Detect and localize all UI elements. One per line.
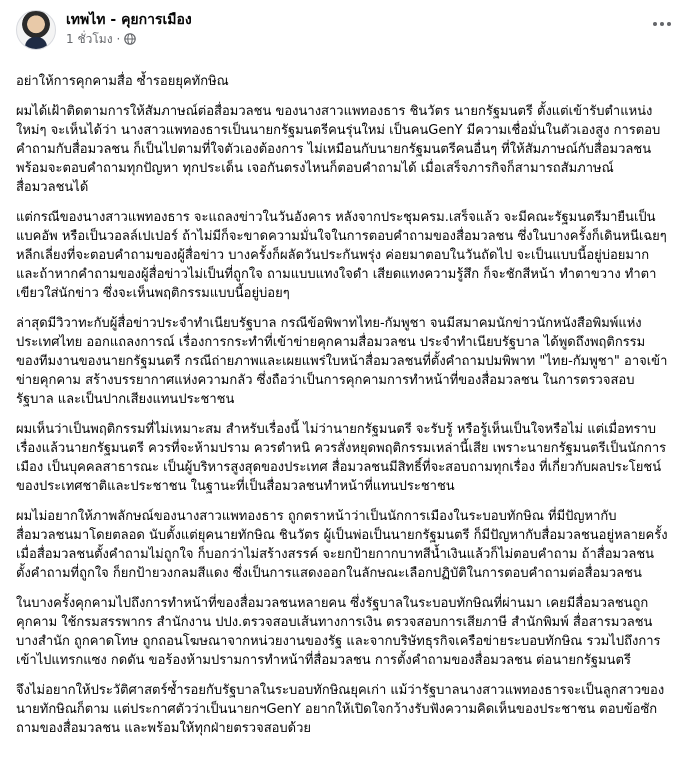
post-header <box>16 10 678 58</box>
post-paragraph: ในบางครั้งคุกคามไปถึงการทำหน้าที่ของสื่อมวลชนหลายคน ซึ่งรัฐบาลในระบอบทักษิณที่ผ่านมา เคยมีสื่อมวลชนถูกคุกคาม ใช้กรมสรรพากร สำนักงาน ปปง.ตรวจสอบเส้นทางการเงิน ตรวจสอบการเสียภาษี สำนักพิมพ์ สื่อสารมวลชนบางสำนัก ถูกคาดโทษ ถูกถอนโฆษณาจากหน่วยงานของรัฐ และจากบริษัทธุรกิจเครือข่ายระบอบทักษิณ รวมไปถึงการเข้าไปแทรกแซง กดดัน ขอร้องห้ามปรามการทำหน้าที่สื่อมวลชน การตั้งคำถามของสื่อมวลชน ต่อนายกรัฐมนตรี <box>16 596 661 668</box>
more-options-icon[interactable] <box>648 14 676 34</box>
post-paragraph: ผมไม่อยากให้ภาพลักษณ์ของนางสาวแพทองธาร ถูกตราหน้าว่าเป็นนักการเมืองในระบอบทักษิณ ที่มีปัญหากับสื่อมวลชนมาโดยตลอด นับตั้งแต่ยุคนายทักษิณ ชินวัตร ผู้เป็นพ่อเป็นนายกรัฐมนตรี ก็มีปัญหากับสื่อมวลชนอยู่หลายครั้ง เมื่อสื่อมวลชนตั้งคำถามไม่ถูกใจ ก็บอกว่าไม่สร้างสรรค์ จะยกป้ายกากบาทสีน้ำเงินแล้วก็ไม่ตอบคำถาม ถ้าสื่อมวลชนตั้งคำถามที่ถูกใจ ก็ยกป้ายวงกลมสีแดง ซึ่งเป็นการแสดงออกในลักษณะเลือกปฏิบัติในการตอบคำถามต่อสื่อมวลชน <box>16 509 668 581</box>
post-paragraph: จึงไม่อยากให้ประวัติศาสตร์ซ้ำรอยกับรัฐบาลในระบอบทักษิณยุคเก่า แม้ว่ารัฐบาลนางสาวแพทองธารจะเป็นลูกสาวของนายทักษิณก็ตาม แต่ประกาศตัวว่าเป็นนายกฯGenY อยากให้เปิดใจกว้างรับฟังความคิดเห็นของประชาชน ตอบข้อซักถามของสื่อมวลชน และพร้อมให้ทุกฝ่ายตรวจสอบด้วย <box>16 683 665 736</box>
post-time[interactable]: 1 ชั่วโมง <box>66 32 113 46</box>
post-paragraph: อย่าให้การคุกคามสื่อ ซ้ำรอยยุคทักษิณ <box>16 74 229 89</box>
post-paragraph: ล่าสุดมีวิวาทะกับผู้สื่อข่าวประจำทำเนียบรัฐบาล กรณีข้อพิพาทไทย-กัมพูชา จนมีสมาคมนักข่าวนักหนังสือพิมพ์แห่งประเทศไทย ออกแถลงการณ์ เรื่องการกระทำที่เข้าข่ายคุกคามสื่อมวลชน ประจำทำเนียบรัฐบาล ได้พูดถึงพฤติกรรมของทีมงานของนายกรัฐมนตรี กรณีถ่ายภาพและเผยแพร่ใบหน้าสื่อมวลชนที่ตั้งคำถามปมพิพาท "ไทย-กัมพูชา" อาจเข้าข่ายคุกคาม สร้างบรรยากาศแห่งความกลัว ซึ่งถือว่าเป็นการคุกคามการทำหน้าที่ของสื่อมวลชน ในการตรวจสอบรัฐบาล และเป็นปากเสียงแทนประชาชน <box>16 316 668 407</box>
post-body <box>16 72 678 738</box>
globe-icon <box>124 33 136 45</box>
post-paragraph: แต่กรณีของนางสาวแพทองธาร จะแถลงข่าวในวันอังคาร หลังจากประชุมครม.เสร็จแล้ว จะมีคณะรัฐมนตรีมายืนเป็นแบคอัพ หรือเป็นวอลล์เปเปอร์ ถ้าไม่มีก็จะขาดความมั่นใจในการตอบคำถามของสื่อมวลชน ซึ่งในบางครั้งก็เดินหนีเฉยๆ หลีกเลี่ยงที่จะตอบคำถามของผู้สื่อข่าว บางครั้งก็ผลัดวันประกันพรุ่ง ค่อยมาตอบในวันถัดไป จะเป็นแบบนี้อยู่บ่อยมาก และถ้าหากคำถามของผู้สื่อข่าวไม่เป็นที่ถูกใจ ถามแบบแทงใจดำ เสียดแทงความรู้สึก ก็จะชักสีหน้า ทำตาขวาง ทำตาเขียวใส่นักข่าว ซึ่งจะเห็นพฤติกรรมแบบนี้อยู่บ่อยๆ <box>16 210 667 301</box>
author-name[interactable]: เทพไท - คุยการเมือง <box>66 12 192 28</box>
avatar[interactable] <box>16 10 56 50</box>
post-paragraph: ผมเห็นว่าเป็นพฤติกรรมที่ไม่เหมาะสม สำหรับเรื่องนี้ ไม่ว่านายกรัฐมนตรี จะรับรู้ หรือรู้เห็นเป็นใจหรือไม่ แต่เมื่อทราบเรื่องแล้วนายกรัฐมนตรี ควรที่จะห้ามปราม ควรตำหนิ ควรสั่งหยุดพฤติกรรมเหล่านี้เสีย เพราะนายกรัฐมนตรีเป็นนักการเมือง เป็นบุคคลสาธารณะ เป็นผู้บริหารสูงสุดของประเทศ สื่อมวลชนมีสิทธิ์ที่จะสอบถามทุกเรื่อง ที่เกี่ยวกับผลประโยชน์ของประเทศชาติและประชาชน ในฐานะที่เป็นสื่อมวลชนทำหน้าที่แทนประชาชน <box>16 422 667 494</box>
post-paragraph: ผมได้เฝ้าติดตามการให้สัมภาษณ์ต่อสื่อมวลชน ของนางสาวแพทองธาร ชินวัตร นายกรัฐมนตรี ตั้งแต่เข้ารับตำแหน่งใหม่ๆ จะเห็นได้ว่า นางสาวแพทองธารเป็นนายกรัฐมนตรีคนรุ่นใหม่ เป็นคนGenY มีความเชื่อมั่นในตัวเองสูง การตอบคำถามกับสื่อมวลชน ก็เป็นไปตามที่ใจตัวเองต้องการ ไม่เหมือนกับนายกรัฐมนตรีคนอื่นๆ ที่ให้สัมภาษณ์กับสื่อมวลชน พร้อมจะตอบคำถามทุกปัญหา ทุกประเด็น เจอกันตรงไหนก็ตอบคำถามได้ เมื่อเสร็จภารกิจก็สามารถสัมภาษณ์สื่อมวลชนได้ <box>16 104 661 195</box>
post-meta <box>66 11 192 47</box>
separator-dot: · <box>116 32 121 46</box>
post-subline <box>66 31 192 47</box>
